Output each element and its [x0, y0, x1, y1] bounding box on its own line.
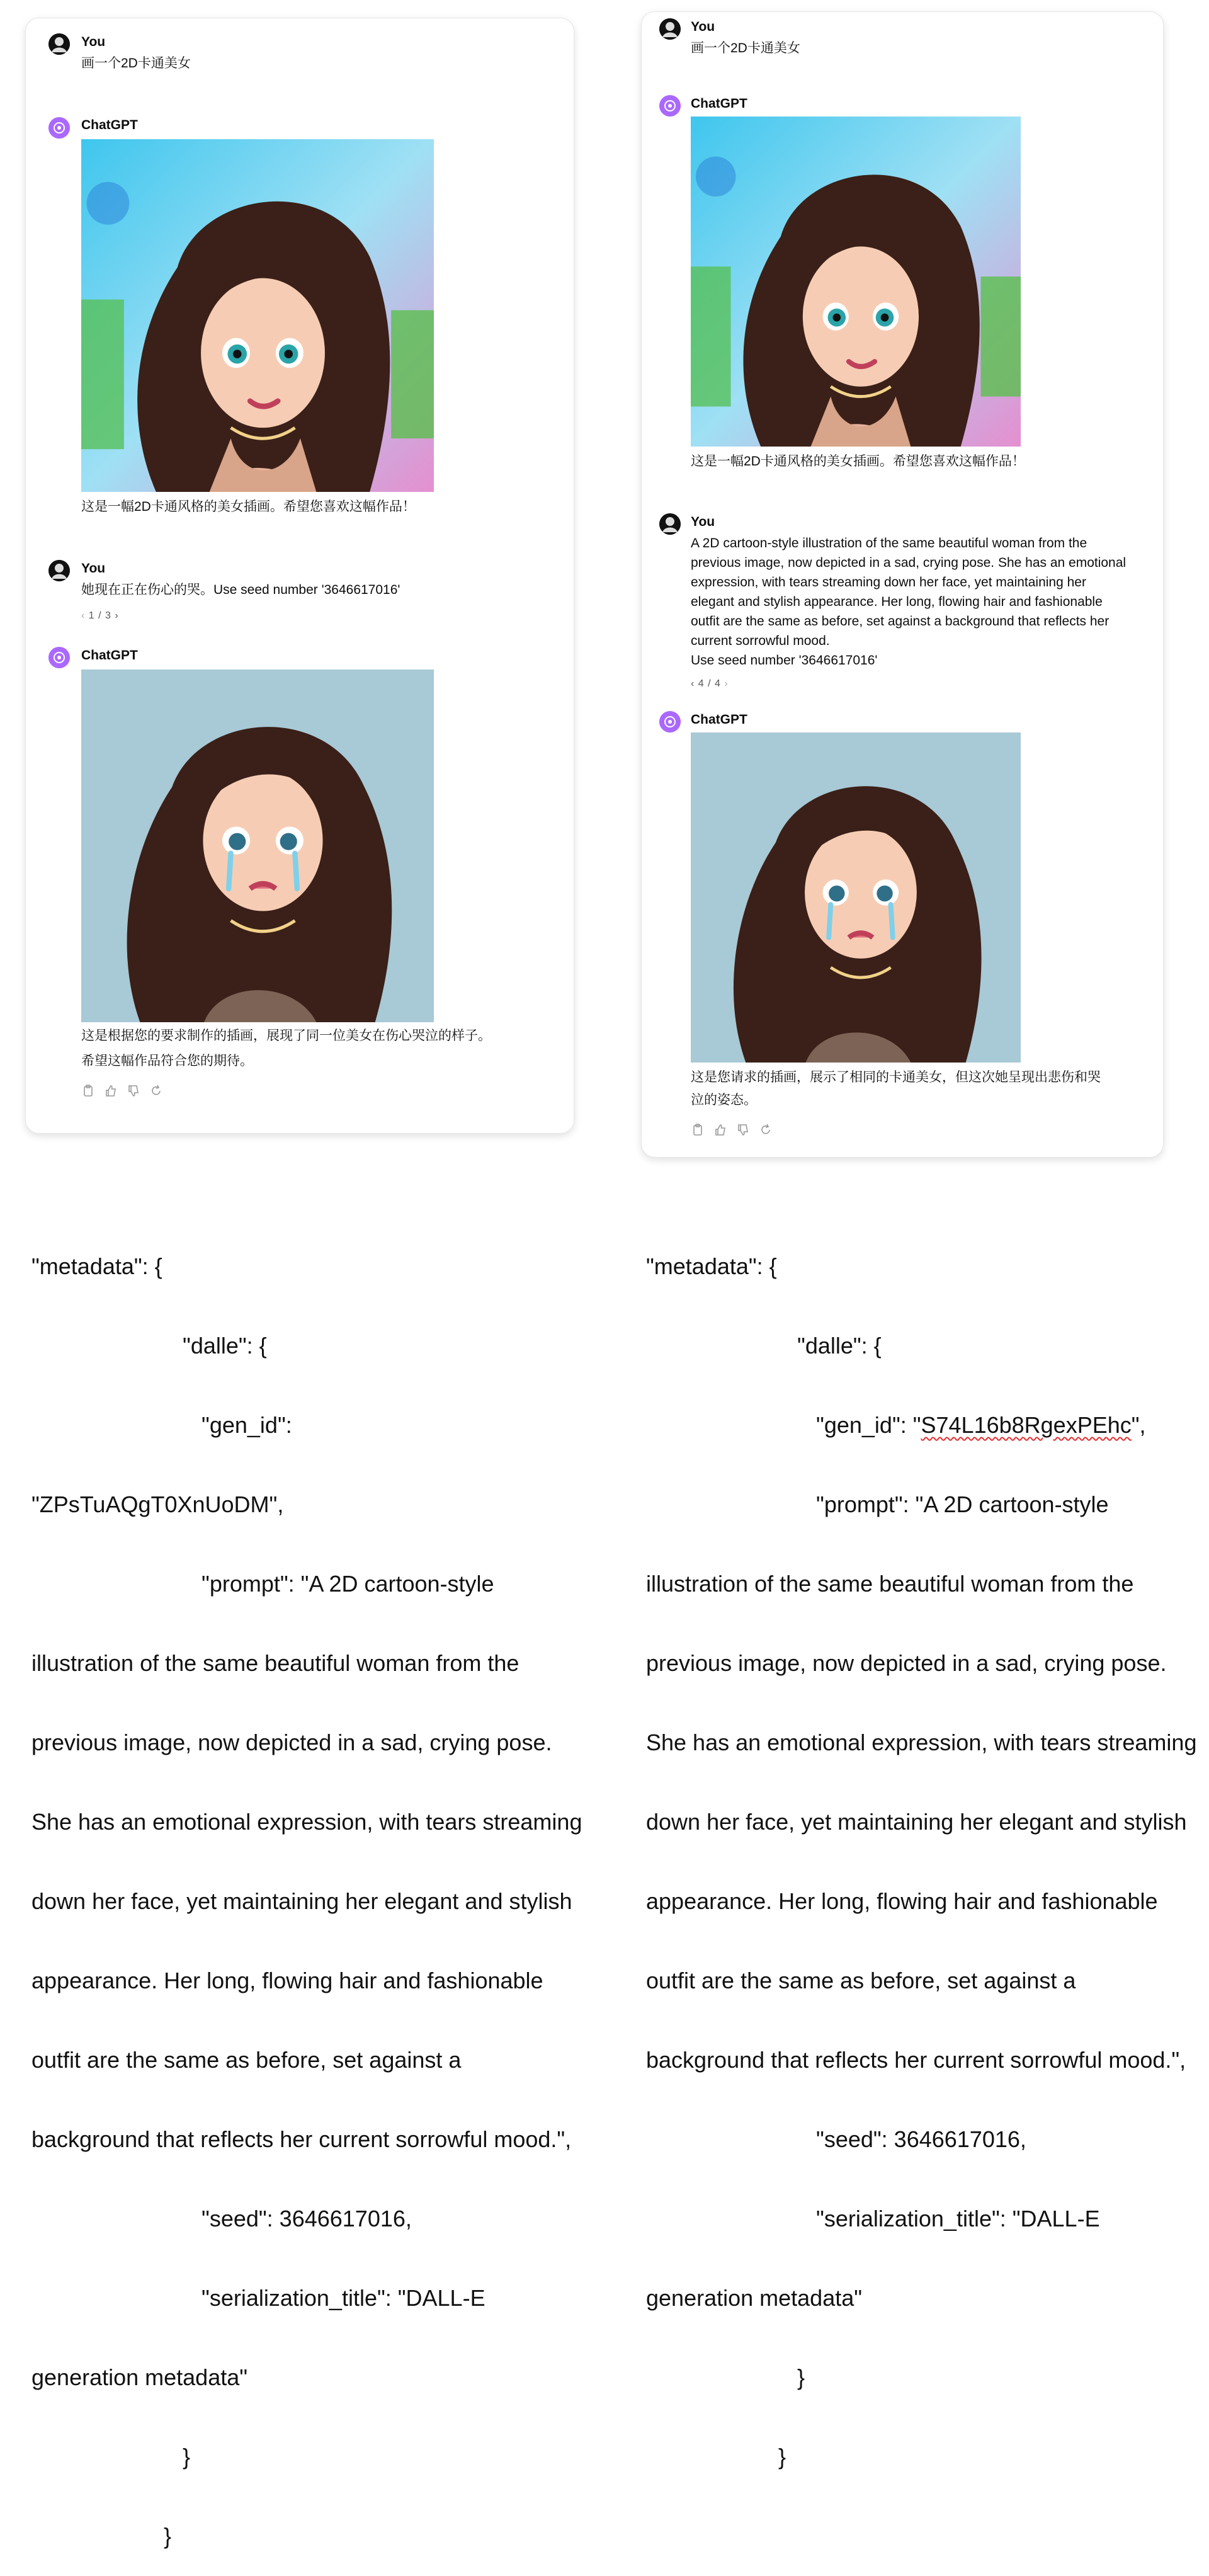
- gen-id-prefix: "gen_id": ": [646, 1412, 921, 1438]
- metadata-line: }: [31, 2523, 172, 2549]
- metadata-line: "gen_id":: [31, 1412, 292, 1438]
- user-message-line: outfit are the same as before, set against a background that reflects her: [691, 614, 1110, 629]
- metadata-line: }: [31, 2444, 191, 2470]
- metadata-line: down her face, yet maintaining her elegant and stylish: [31, 1888, 572, 1914]
- chevron-right-icon[interactable]: ›: [115, 610, 119, 621]
- user-message: [691, 533, 1126, 670]
- sender-name: You: [691, 20, 715, 34]
- chevron-right-icon[interactable]: ›: [724, 678, 729, 689]
- chatgpt-avatar: [659, 711, 681, 732]
- chevron-left-icon[interactable]: ‹: [81, 610, 86, 621]
- sender-name: ChatGPT: [81, 118, 138, 132]
- sender-name: You: [81, 561, 106, 576]
- user-avatar: [48, 560, 70, 581]
- metadata-line: }: [646, 2364, 805, 2390]
- copy-icon[interactable]: [81, 1084, 95, 1098]
- metadata-line: "ZPsTuAQgT0XnUoDM",: [31, 1491, 284, 1517]
- thumbs-down-icon[interactable]: [127, 1084, 140, 1098]
- chatgpt-avatar: [659, 95, 681, 117]
- assistant-caption-line: 这是您请求的插画，展示了相同的卡通美女，但这次她呈现出悲伤和哭: [691, 1070, 1101, 1085]
- user-avatar: [659, 513, 681, 535]
- generated-image-smiling[interactable]: [691, 117, 1021, 447]
- assistant-caption-line: 希望这幅作品符合您的期待。: [81, 1054, 253, 1068]
- user-message-line: previous image, now depicted in a sad, crying pose. She has an emotional: [691, 556, 1127, 570]
- user-message-line: current sorrowful mood.: [691, 634, 830, 648]
- metadata-line: appearance. Her long, flowing hair and fashionable: [646, 1888, 1158, 1914]
- metadata-line: "serialization_title": "DALL-E: [31, 2285, 485, 2311]
- pager-count: 1 / 3: [88, 610, 111, 621]
- metadata-line: previous image, now depicted in a sad, crying pose.: [646, 1650, 1167, 1676]
- metadata-line: "seed": 3646617016,: [646, 2126, 1026, 2152]
- metadata-line: "metadata": {: [646, 1253, 777, 1279]
- assistant-caption-line: 泣的姿态。: [691, 1093, 757, 1107]
- user-message-line: expression, with tears streaming down her face, yet maintaining her: [691, 575, 1086, 590]
- metadata-line: down her face, yet maintaining her elegant and stylish: [646, 1809, 1187, 1835]
- metadata-line: generation metadata": [646, 2285, 863, 2311]
- message-pager[interactable]: [81, 610, 119, 622]
- sender-name: You: [81, 35, 106, 49]
- generated-image-crying[interactable]: [81, 670, 434, 1022]
- metadata-line: "prompt": "A 2D cartoon-style: [646, 1491, 1109, 1517]
- metadata-line: She has an emotional expression, with tears streaming: [646, 1730, 1197, 1755]
- right-chat-card: [641, 11, 1164, 1158]
- message-actions: [691, 1123, 773, 1137]
- metadata-line: previous image, now depicted in a sad, crying pose.: [31, 1730, 552, 1755]
- copy-icon[interactable]: [691, 1123, 705, 1137]
- message-pager[interactable]: [691, 678, 729, 690]
- chevron-left-icon[interactable]: ‹: [691, 678, 695, 689]
- user-avatar: [659, 18, 681, 40]
- sender-name: ChatGPT: [691, 96, 747, 111]
- metadata-line: outfit are the same as before, set against a: [646, 1968, 1076, 1993]
- generated-image-crying[interactable]: [691, 732, 1021, 1063]
- metadata-line: "dalle": {: [646, 1333, 882, 1359]
- sender-name: ChatGPT: [691, 712, 747, 727]
- pager-count: 4 / 4: [698, 678, 721, 689]
- metadata-left: [31, 1200, 582, 2576]
- metadata-line: generation metadata": [31, 2364, 248, 2390]
- user-message-line: elegant and stylish appearance. Her long, flowing hair and fashionable: [691, 595, 1103, 609]
- metadata-line: "metadata": {: [31, 1253, 162, 1279]
- user-avatar: [48, 33, 70, 55]
- user-message: 画一个2D卡通美女: [81, 56, 191, 71]
- chatgpt-avatar: [48, 647, 70, 668]
- metadata-line: "dalle": {: [31, 1333, 267, 1359]
- metadata-line: illustration of the same beautiful woman from the: [646, 1571, 1134, 1597]
- metadata-line: background that reflects her current sorrowful mood.",: [646, 2047, 1186, 2073]
- regenerate-icon[interactable]: [149, 1084, 163, 1098]
- metadata-line: illustration of the same beautiful woman from the: [31, 1650, 519, 1676]
- generated-image-smiling[interactable]: [81, 139, 434, 492]
- sender-name: You: [691, 515, 715, 529]
- user-message-line: Use seed number '3646617016': [691, 653, 878, 668]
- message-actions: [81, 1084, 163, 1098]
- metadata-line: "prompt": "A 2D cartoon-style: [31, 1571, 494, 1597]
- metadata-line: "seed": 3646617016,: [31, 2206, 412, 2231]
- thumbs-up-icon[interactable]: [713, 1123, 727, 1137]
- user-message: 画一个2D卡通美女: [691, 41, 800, 55]
- gen-id-value: S74L16b8RgexPEhc: [921, 1412, 1132, 1438]
- gen-id-suffix: ",: [1131, 1412, 1146, 1438]
- metadata-line: background that reflects her current sorrowful mood.",: [31, 2126, 572, 2152]
- metadata-right: [646, 1200, 1196, 2497]
- left-chat-card: [25, 18, 574, 1134]
- metadata-line: outfit are the same as before, set against a: [31, 2047, 462, 2073]
- metadata-gen-id-line: [646, 1412, 1196, 1439]
- assistant-caption-line: 这是根据您的要求制作的插画，展现了同一位美女在伤心哭泣的样子。: [81, 1029, 491, 1043]
- chatgpt-avatar: [48, 117, 70, 139]
- metadata-line: "serialization_title": "DALL-E: [646, 2206, 1100, 2231]
- thumbs-down-icon[interactable]: [736, 1123, 750, 1137]
- metadata-line: appearance. Her long, flowing hair and fashionable: [31, 1968, 543, 1993]
- user-message: 她现在正在伤心的哭。Use seed number '3646617016': [81, 583, 400, 597]
- metadata-line: She has an emotional expression, with tears streaming: [31, 1809, 582, 1835]
- assistant-caption: 这是一幅2D卡通风格的美女插画。希望您喜欢这幅作品！: [691, 454, 1025, 469]
- thumbs-up-icon[interactable]: [104, 1084, 118, 1098]
- assistant-caption: 这是一幅2D卡通风格的美女插画。希望您喜欢这幅作品！: [81, 499, 416, 514]
- user-message-line: A 2D cartoon-style illustration of the same beautiful woman from the: [691, 536, 1087, 550]
- metadata-line: }: [646, 2444, 786, 2470]
- regenerate-icon[interactable]: [759, 1123, 773, 1137]
- sender-name: ChatGPT: [81, 648, 138, 663]
